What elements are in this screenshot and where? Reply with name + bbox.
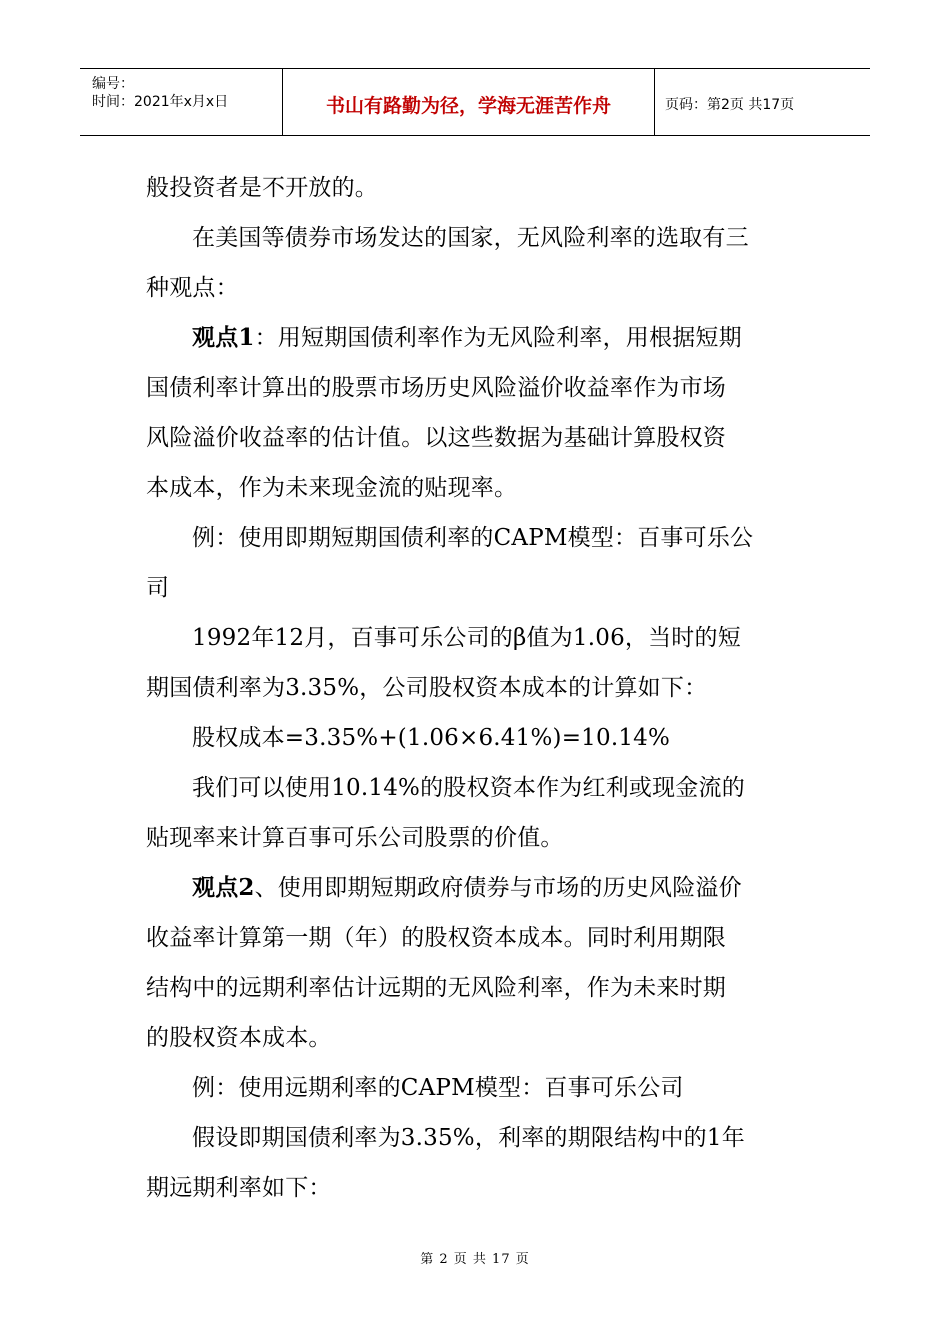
body-line: 例：使用远期利率的CAPM模型：百事可乐公司	[192, 1075, 684, 1101]
viewpoint-1-heading: 观点1：用短期国债利率作为无风险利率，用根据短期	[192, 324, 742, 351]
motto-text: 书山有路勤为径，学海无涯苦作舟	[325, 94, 611, 117]
body-line: 在美国等债券市场发达的国家，无风险利率的选取有三	[192, 225, 749, 251]
body-line: 期国债利率为3.35%，公司股权资本成本的计算如下：	[146, 675, 708, 701]
body-line: 贴现率来计算百事可乐公司股票的价值。	[146, 825, 564, 851]
body-line: 收益率计算第一期（年）的股权资本成本。同时利用期限	[146, 925, 726, 951]
header-meta	[80, 69, 282, 135]
body-line: 般投资者是不开放的。	[146, 175, 378, 201]
body-line: 例：使用即期短期国债利率的CAPM模型：百事可乐公	[192, 525, 754, 551]
document-date: 时间：2021年x月x日	[92, 94, 229, 110]
document-number-label: 编号：	[92, 76, 134, 92]
body-line: 期远期利率如下：	[146, 1175, 332, 1201]
body-line: 国债利率计算出的股票市场历史风险溢价收益率作为市场	[146, 375, 726, 401]
body-line: 1992年12月，百事可乐公司的β值为1.06，当时的短	[192, 625, 741, 651]
header-motto	[282, 69, 655, 135]
body-line: 结构中的远期利率估计远期的无风险利率，作为未来时期	[146, 975, 726, 1001]
page-header	[80, 68, 870, 136]
viewpoint-2-heading: 观点2、使用即期短期政府债券与市场的历史风险溢价	[192, 874, 742, 901]
document-body	[146, 163, 810, 1213]
body-line: 假设即期国债利率为3.35%，利率的期限结构中的1年	[192, 1125, 745, 1151]
body-line: 的股权资本成本。	[146, 1025, 332, 1051]
header-page-info	[655, 69, 870, 135]
viewpoint-label: 观点2	[192, 874, 255, 901]
body-line: 司	[146, 575, 170, 601]
footer-page-number: 第 2 页 共 17 页	[420, 1252, 530, 1267]
page-footer	[0, 1248, 950, 1267]
body-line: 本成本，作为未来现金流的贴现率。	[146, 475, 518, 501]
viewpoint-label: 观点1	[192, 324, 255, 351]
body-line: 我们可以使用10.14%的股权资本作为红利或现金流的	[192, 775, 745, 801]
body-line: 风险溢价收益率的估计值。以这些数据为基础计算股权资	[146, 425, 726, 451]
page-info-text: 页码：第2页 共17页	[665, 97, 795, 113]
body-line: 种观点：	[146, 275, 239, 301]
formula-line: 股权成本=3.35%+(1.06×6.41%)=10.14%	[192, 725, 671, 751]
